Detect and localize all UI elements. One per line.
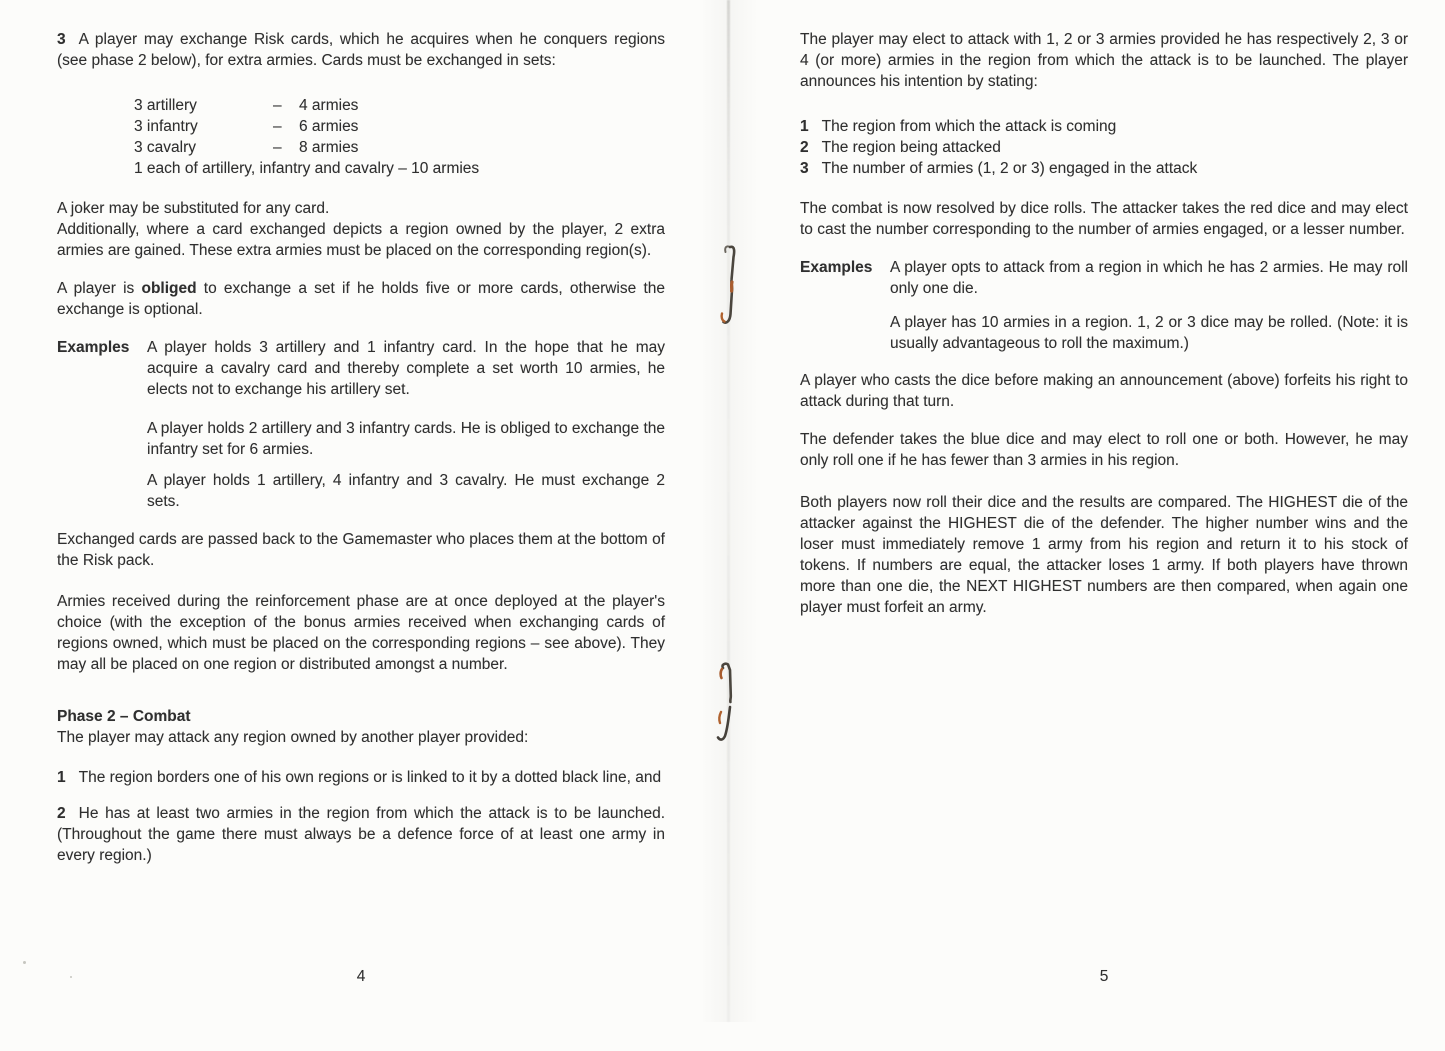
paragraph-forfeit: A player who casts the dice before making an announcement (above) forfeits his right to attack during that turn. [800, 372, 1408, 410]
card-set-label: 3 infantry [134, 118, 198, 135]
paragraph-armies-received: Armies received during the reinforcement phase are at once deployed at the player's choice (with the exception of the bonus armies received when exchanging cards of regions owned, which must be placed on the corresponding regions – see above). They may all be placed on one region or distributed amongst a number. [57, 593, 665, 673]
card-set-full: 1 each of artillery, infantry and cavalry – 10 armies [134, 160, 480, 177]
paragraph-obliged [57, 278, 665, 320]
paragraph-joker: A joker may be substituted for any card. [57, 200, 330, 217]
table-row [134, 137, 665, 158]
paragraph-elect-attack: The player may elect to attack with 1, 2 or 3 armies provided he has respectively 2, 3 or 4 (or more) armies in the region from which the attack is to be launched. The player announces his intention by stating: [800, 31, 1408, 90]
paragraph-defender: The defender takes the blue dice and may elect to roll one or both. However, he may only roll one if he has fewer than 3 armies in his region. [800, 431, 1408, 469]
dash: – [273, 139, 282, 156]
staple-icon [712, 660, 738, 748]
card-set-label: 3 artillery [134, 97, 197, 114]
list-number: 3 [800, 160, 809, 177]
combat-condition-2 [57, 803, 665, 866]
page-left [57, 0, 665, 1051]
example-item: A player opts to attack from a region in which he has 2 armies. He may roll only one die. [890, 259, 1408, 297]
paragraph-combat-resolved: The combat is now resolved by dice rolls. The attacker takes the red dice and may elect to cast the number corresponding to the number of armies engaged, or a lesser number. [800, 200, 1408, 238]
list-number: 2 [57, 805, 66, 822]
card-set-value: 8 armies [299, 139, 359, 156]
table-row [134, 95, 665, 116]
center-fold-line [727, 0, 730, 1022]
item-text: The region from which the attack is coming [821, 118, 1117, 135]
example-item: A player holds 1 artillery, 4 infantry and 3 cavalry. He must exchange 2 sets. [147, 472, 665, 510]
example-item: A player holds 2 artillery and 3 infantry cards. He is obliged to exchange the infantry set for 6 armies. [147, 420, 665, 458]
card-set-value: 6 armies [299, 118, 359, 135]
examples-label: Examples [57, 339, 130, 356]
phase2-heading: Phase 2 – Combat [57, 708, 191, 725]
examples-block [800, 257, 1408, 354]
item-text: The region borders one of his own regions or is linked to it by a dotted black line, and [78, 769, 662, 786]
paragraph-exchange-cards [57, 29, 665, 71]
paragraph-exchanged-cards: Exchanged cards are passed back to the Gamemaster who places them at the bottom of the Risk pack. [57, 531, 665, 569]
staple-icon [716, 242, 742, 330]
paragraph-compare-dice: Both players now roll their dice and the results are compared. The HIGHEST die of the attacker against the HIGHEST die of the defender. The higher number wins and the loser must immediately remove 1 army from his region and return it to his stock of tokens. If numbers are equal, the attacker loses 1 army. If both players have thrown more than one die, the NEXT HIGHEST numbers are then compared, when again one player must forfeit an army. [800, 494, 1408, 616]
examples-body [147, 337, 665, 512]
page-number: 5 [1099, 968, 1109, 985]
dash: – [273, 97, 282, 114]
bold-word: obliged [141, 280, 197, 297]
list-number: 1 [57, 769, 66, 786]
page-number: 4 [356, 968, 366, 985]
item-text: He has at least two armies in the region from which the attack is to be launched. (Throughout the game there must always be a defence force of at least one army in every region.) [57, 805, 665, 864]
paragraph-text: A player may exchange Risk cards, which he acquires when he conquers regions (see phase 2 below), for extra armies. Cards must be exchanged in sets: [57, 31, 665, 69]
examples-label: Examples [800, 259, 873, 276]
example-item: A player holds 3 artillery and 1 infantry card. In the hope that he may acquire a cavalry card and thereby complete a set worth 10 armies, he elects not to exchange his artillery set. [147, 339, 665, 398]
table-row [134, 116, 665, 137]
paragraph-additionally: Additionally, where a card exchanged depicts a region owned by the player, 2 extra armies are gained. These extra armies must be placed on the corresponding region(s). [57, 221, 665, 259]
card-set-label: 3 cavalry [134, 139, 197, 156]
example-item: A player has 10 armies in a region. 1, 2 or 3 dice may be rolled. (Note: it is usually advantageous to roll the maximum.) [890, 314, 1408, 352]
examples-body [890, 257, 1408, 354]
item-text: The region being attacked [821, 139, 1001, 156]
card-set-value: 4 armies [299, 97, 359, 114]
page-right [800, 0, 1408, 1051]
list-number: 3 [57, 31, 66, 48]
table-row [134, 158, 665, 179]
phase2-intro: The player may attack any region owned by another player provided: [57, 729, 529, 746]
examples-block [57, 337, 665, 512]
item-text: The number of armies (1, 2 or 3) engaged in the attack [821, 160, 1198, 177]
list-number: 2 [800, 139, 809, 156]
paragraph-text: to exchange a set if he holds five or more cards, otherwise the exchange is optional. [57, 280, 665, 318]
dash: – [273, 118, 282, 135]
scan-speck [23, 961, 26, 964]
list-number: 1 [800, 118, 809, 135]
announce-item [800, 137, 1408, 158]
paragraph-text: A player is [57, 280, 142, 297]
combat-condition-1 [57, 767, 665, 788]
announce-list [800, 116, 1408, 179]
announce-item [800, 158, 1408, 179]
announce-item [800, 116, 1408, 137]
card-exchange-table [134, 95, 665, 179]
